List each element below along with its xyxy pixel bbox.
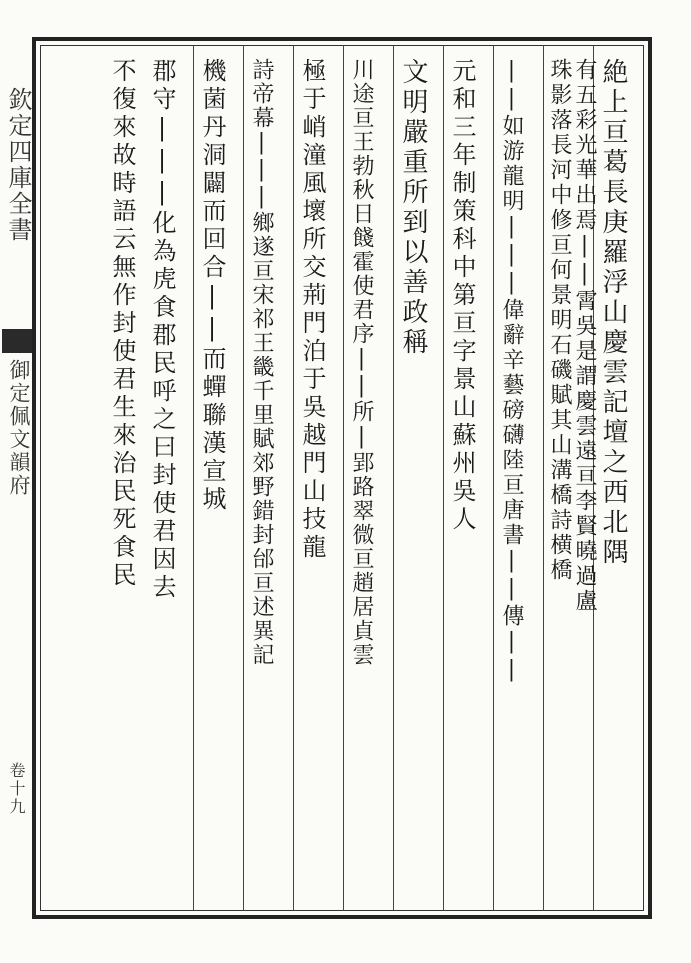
column-rule: [243, 45, 244, 911]
text-column: [548, 58, 588, 908]
column-rule: [543, 45, 544, 911]
page-margin: [0, 37, 36, 919]
column-rule: [393, 45, 394, 911]
column-text: ||如游龍明|||偉辭辛藝磅礴陸亘唐書||傳||: [499, 58, 524, 685]
fish-tail-mark: [2, 329, 34, 353]
column-text: 元和三年制策科中第亘字景山蘇州吳人: [448, 58, 476, 534]
text-column: [200, 58, 240, 908]
column-text: 詩帝幕|||鄉遂亘宋祁王畿千里賦郊野錯封邰亘述異記: [249, 58, 274, 667]
column-text: 文明嚴重所到以善政稱: [398, 58, 428, 358]
column-text: 機菌丹洞闢而回合||而蟬聯漢宣城: [198, 58, 226, 514]
column-text: 有五彩光華出焉||霄吳是謂慶雲遠亘李賢曉過盧: [572, 58, 597, 614]
running-head: 欽定四庫全書: [4, 87, 32, 243]
column-text: 郡守|||化為虎食郡民呼之曰封使君因去: [148, 58, 176, 602]
column-rule: [443, 45, 444, 911]
text-column: [350, 58, 390, 908]
book-title: 御定佩文韻府: [7, 359, 31, 497]
text-column: [250, 58, 290, 908]
column-text: 珠影落長河中修亘何景明石磯賦其山溝橋詩横橋: [547, 58, 572, 583]
text-column: [450, 58, 490, 908]
page-number: 卷十九: [7, 762, 26, 816]
column-rule: [343, 45, 344, 911]
column-rule: [293, 45, 294, 911]
column-rule: [493, 45, 494, 911]
text-column: [600, 58, 640, 908]
text-column: [150, 58, 190, 908]
text-column: [400, 58, 440, 908]
text-column: [110, 58, 150, 908]
column-text: 川途亘王勃秋日餞霍使君序||所|郢路翠微亘趙居貞雲: [349, 58, 374, 667]
column-text: 絶上亘葛長庚羅浮山慶雲記壇之西北隅: [598, 58, 628, 568]
text-column: [500, 58, 540, 908]
column-text: 不復來故時語云無作封使君生來治民死食民: [108, 58, 136, 590]
column-rule: [193, 45, 194, 911]
column-text: 極于峭潼風壞所交荊門泊于吳越門山技龍: [298, 58, 326, 562]
text-column: [300, 58, 340, 908]
